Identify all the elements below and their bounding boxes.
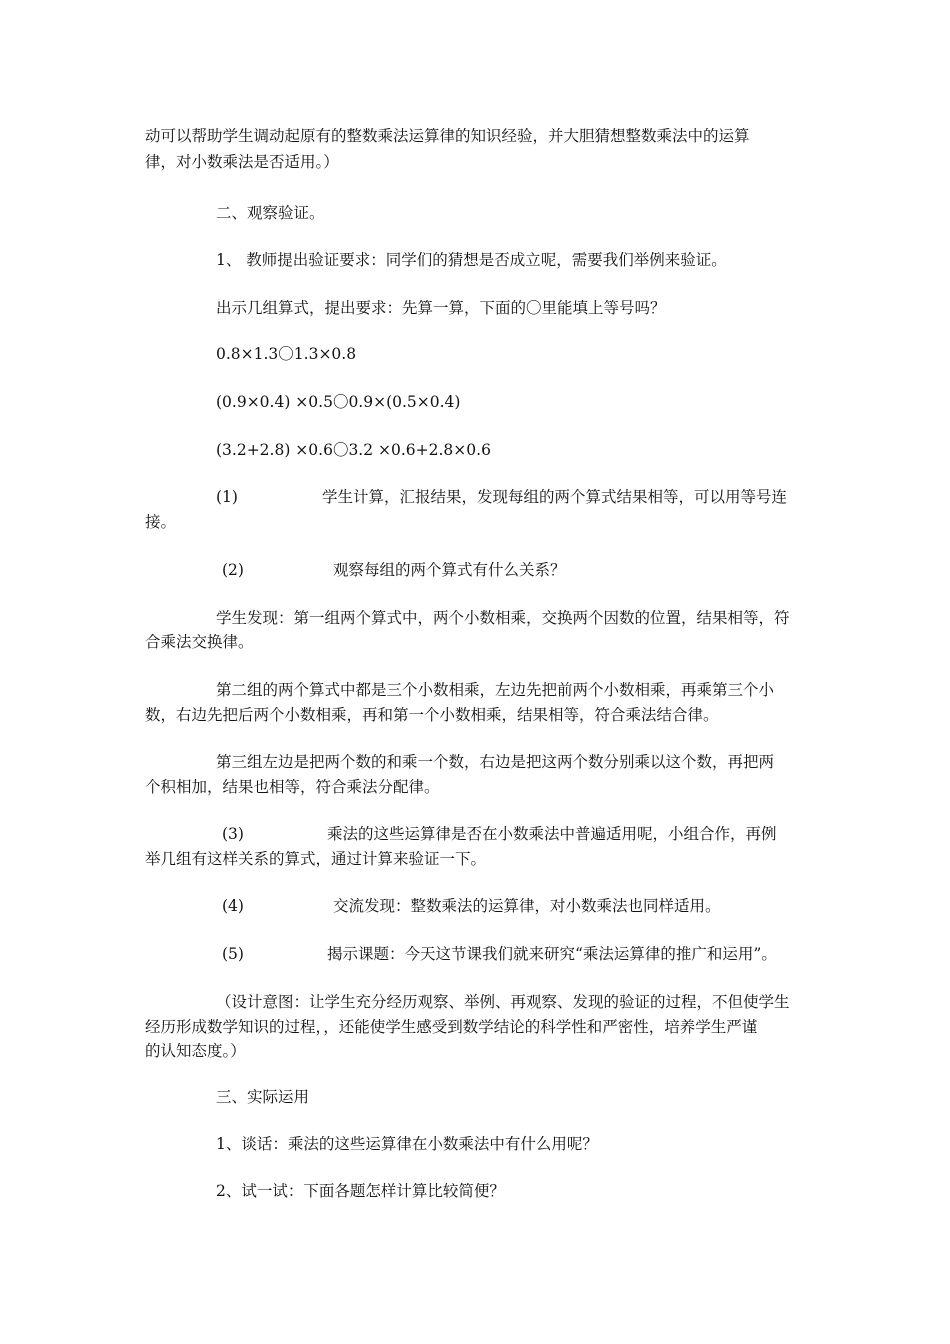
finding-1-line-2: 合乘法交换律。 <box>145 633 254 651</box>
finding-1-line-1: 学生发现：第一组两个算式中，两个小数相乘，交换两个因数的位置，结果相等，符 <box>216 609 790 627</box>
expression-2: (0.9×0.4) ×0.5〇0.9×(0.5×0.4) <box>216 393 461 411</box>
step-1-number: (1) <box>216 488 238 506</box>
step-3-line-2: 举几组有这样关系的算式，通过计算来验证一下。 <box>145 850 487 868</box>
step-2-number: (2) <box>222 561 244 579</box>
intro-line-2: 律，对小数乘法是否适用。） <box>145 153 339 171</box>
step-3-line-1: 乘法的这些运算律是否在小数乘法中普遍适用呢，小组合作，再例 <box>327 825 777 843</box>
finding-3-line-1: 第三组左边是把两个数的和乘一个数，右边是把这两个数分别乘以这个数，再把两 <box>216 753 775 771</box>
design-intent-line-1: （设计意图：让学生充分经历观察、举例、再观察、发现的验证的过程，不但使学生 <box>216 993 790 1011</box>
step-3-number: (3) <box>222 825 244 843</box>
step-5-number: (5) <box>222 945 244 963</box>
step-4-text: 交流发现：整数乘法的运算律，对小数乘法也同样适用。 <box>333 897 721 915</box>
design-intent-line-3: 的认知态度。） <box>145 1042 246 1060</box>
try-item: 2、试一试：下面各题怎样计算比较简便？ <box>216 1182 505 1200</box>
intro-line-1: 动可以帮助学生调动起原有的整数乘法运算律的知识经验，并大胆猜想整数乘法中的运算 <box>145 127 750 145</box>
finding-3-line-2: 个积相加，结果也相等，符合乘法分配律。 <box>145 778 440 796</box>
step-1-line-2: 接。 <box>145 513 177 531</box>
section-2-heading: 二、观察验证。 <box>216 204 325 222</box>
item-1-verify-requirement: 1、 教师提出验证要求：同学们的猜想是否成立呢，需要我们举例来验证。 <box>216 251 727 269</box>
step-2-text: 观察每组的两个算式有什么关系？ <box>333 561 566 579</box>
step-5-text: 揭示课题：今天这节课我们就来研究“乘法运算律的推广和运用”。 <box>327 945 777 963</box>
step-4-number: (4) <box>222 897 244 915</box>
show-groups-text: 出示几组算式，提出要求：先算一算，下面的〇里能填上等号吗？ <box>216 299 666 317</box>
expression-3: (3.2+2.8) ×0.6〇3.2 ×0.6+2.8×0.6 <box>216 441 491 459</box>
talk-item: 1、谈话：乘法的这些运算律在小数乘法中有什么用呢？ <box>216 1135 598 1153</box>
finding-2-line-2: 数，右边先把后两个小数相乘，再和第一个小数相乘，结果相等，符合乘法结合律。 <box>145 706 719 724</box>
step-1-line-1: 学生计算，汇报结果，发现每组的两个算式结果相等，可以用等号连 <box>322 488 788 506</box>
section-3-heading: 三、实际运用 <box>216 1088 310 1106</box>
finding-2-line-1: 第二组的两个算式中都是三个小数相乘，左边先把前两个小数相乘，再乘第三个小 <box>216 681 775 699</box>
expression-1: 0.8×1.3〇1.3×0.8 <box>216 345 357 363</box>
design-intent-line-2: 经历形成数学知识的过程，，还能使学生感受到数学结论的科学性和严密性，培养学生严谨 <box>145 1018 758 1036</box>
